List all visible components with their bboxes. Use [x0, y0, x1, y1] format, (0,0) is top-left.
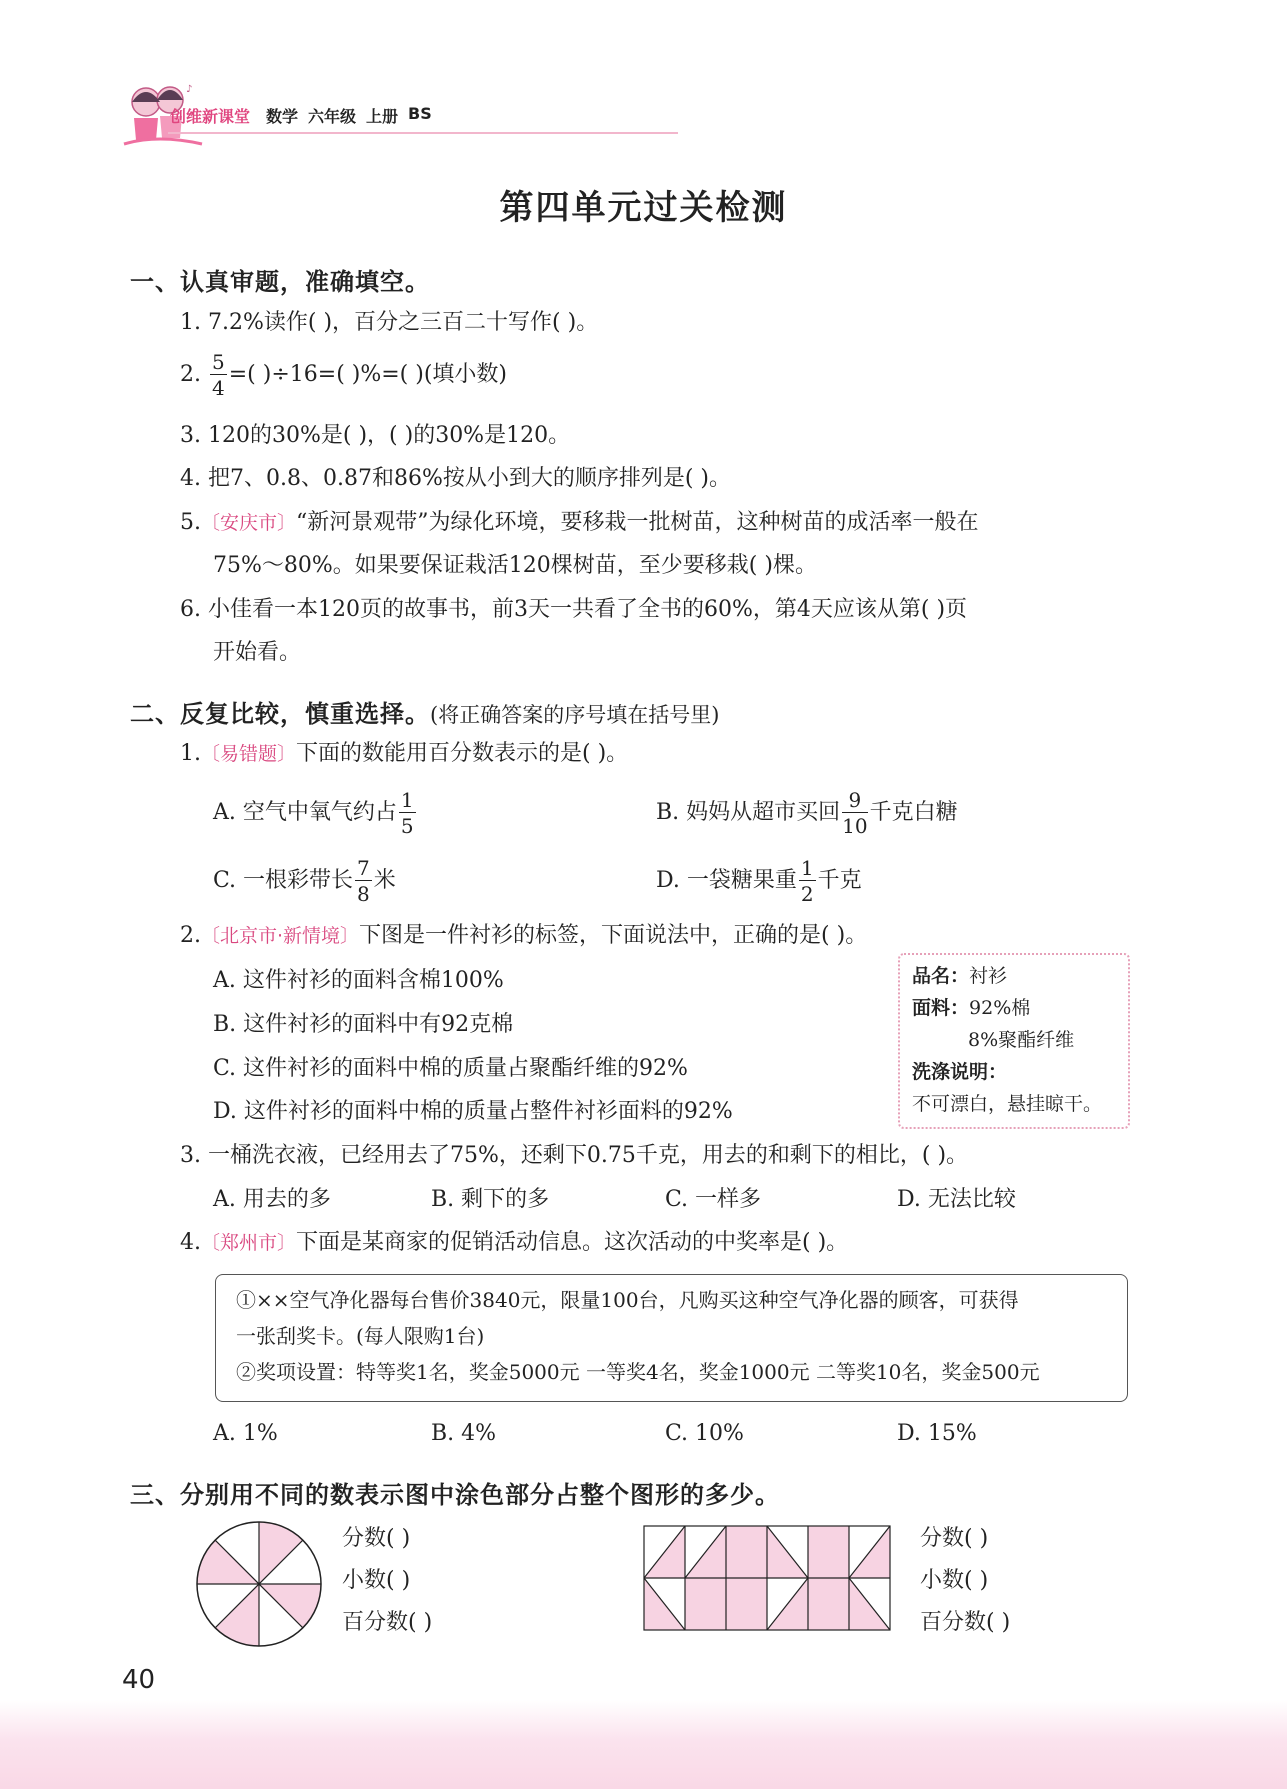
promo-line1: ①××空气净化器每台售价3840元，限量100台，凡购买这种空气净化器的顾客，可获得 — [236, 1288, 1019, 1312]
label-fabric-value2: 8%聚酯纤维 — [968, 1029, 1075, 1051]
s2-q4-stem — [180, 1228, 848, 1258]
s2-q4-option-a: A. 1% — [213, 1421, 278, 1446]
header-underline — [168, 132, 678, 134]
option-fraction — [799, 858, 816, 904]
fraction-denominator: 5 — [400, 814, 414, 838]
grid-fraction-blank: 分数( ) — [920, 1526, 989, 1551]
page-number: 40 — [122, 1665, 156, 1695]
section1-heading: 一、认真审题，准确填空。 — [130, 268, 430, 296]
s1-q5-num: 5. — [180, 510, 201, 535]
s1-q5-line1 — [180, 508, 979, 538]
s2-q2-stem — [180, 921, 867, 951]
s2-q2-text: 下图是一件衬衫的标签，下面说法中，正确的是( )。 — [359, 923, 868, 948]
region-tag: 〔北京市·新情境〕 — [201, 925, 360, 947]
header — [118, 78, 678, 158]
footer-band — [0, 1700, 1287, 1789]
brand-name: 创维新课堂 — [170, 107, 251, 126]
s2-q2-num: 2. — [180, 923, 201, 948]
s2-q2-option-c: C. 这件衬衫的面料中棉的质量占聚酯纤维的92% — [213, 1056, 688, 1081]
region-tag: 〔安庆市〕 — [201, 512, 297, 534]
type-tag: 〔易错题〕 — [201, 743, 297, 765]
s2-q1-option-a — [213, 790, 418, 836]
s2-q1-num: 1. — [180, 741, 201, 766]
s2-q3-option-c: C. 一样多 — [665, 1187, 762, 1212]
label-name-value: 衬衫 — [969, 965, 1008, 987]
label-fabric-key: 面料： — [912, 997, 970, 1019]
shaded-grid-figure — [643, 1525, 893, 1633]
s2-q4-option-c: C. 10% — [665, 1421, 744, 1446]
circle-decimal-blank: 小数( ) — [342, 1568, 411, 1593]
s2-q3-option-a: A. 用去的多 — [213, 1187, 331, 1212]
s1-q2-num: 2. — [180, 362, 201, 387]
section2-heading: 二、反复比较，慎重选择。 — [130, 700, 430, 728]
option-unit: 米 — [373, 868, 396, 893]
s1-q4: 4. 把7、0.8、0.87和86%按从小到大的顺序排列是( )。 — [180, 466, 732, 491]
s1-q2-rest: =( )÷16=( )%=( )(填小数) — [228, 362, 508, 387]
fraction-numerator: 5 — [212, 350, 225, 374]
s1-q1: 1. 7.2%读作( )，百分之三百二十写作( )。 — [180, 310, 599, 335]
option-fraction — [355, 858, 372, 904]
option-fraction — [399, 790, 416, 836]
grid-decimal-blank: 小数( ) — [920, 1568, 989, 1593]
label-wash-key: 洗涤说明： — [912, 1061, 1008, 1083]
fraction-denominator: 4 — [212, 376, 225, 400]
s2-q2-option-a: A. 这件衬衫的面料含棉100% — [213, 968, 504, 993]
label-fabric-value1: 92%棉 — [969, 997, 1031, 1019]
fraction-numerator: 1 — [400, 788, 414, 812]
shaded-circle-figure — [194, 1519, 324, 1649]
s1-q2 — [180, 352, 507, 398]
s1-q2-fraction — [210, 352, 227, 398]
edition-label: BS — [408, 104, 432, 123]
s1-q5-line2: 75%～80%。如果要保证栽活120棵树苗，至少要移栽( )棵。 — [213, 553, 817, 578]
s1-q6-line2: 开始看。 — [213, 640, 302, 665]
grade-label: 六年级 — [308, 107, 357, 126]
fraction-numerator: 7 — [357, 856, 370, 880]
promo-line3: ②奖项设置：特等奖1名，奖金5000元 一等奖4名，奖金1000元 二等奖10名，奖金500元 — [236, 1360, 1040, 1384]
grid-percent-blank: 百分数( ) — [920, 1610, 1011, 1635]
s2-q4-num: 4. — [180, 1230, 201, 1255]
fraction-numerator: 1 — [800, 856, 814, 880]
label-name-key: 品名： — [912, 965, 970, 987]
region-tag: 〔郑州市〕 — [201, 1232, 297, 1254]
page-title: 第四单元过关检测 — [499, 188, 788, 228]
s2-q4-text: 下面是某商家的促销活动信息。这次活动的中奖率是( )。 — [296, 1230, 849, 1255]
s2-q1-stem — [180, 739, 628, 769]
s2-q3-option-d: D. 无法比较 — [897, 1187, 1016, 1212]
fraction-numerator: 9 — [842, 790, 867, 813]
fraction-denominator: 8 — [357, 882, 370, 906]
promo-line2: 一张刮奖卡。(每人限购1台) — [236, 1324, 485, 1348]
s1-q3: 3. 120的30%是( )，( )的30%是120。 — [180, 423, 571, 448]
option-fraction — [842, 790, 867, 836]
option-unit: 千克 — [817, 868, 862, 893]
s2-q1-option-d — [656, 858, 862, 904]
fraction-denominator: 10 — [842, 814, 868, 838]
s2-q2-option-b: B. 这件衬衫的面料中有92克棉 — [213, 1012, 514, 1037]
fraction-denominator: 2 — [800, 882, 814, 906]
label-wash-value: 不可漂白，悬挂晾干。 — [912, 1093, 1103, 1115]
svg-text:♪: ♪ — [186, 84, 193, 95]
circle-percent-blank: 百分数( ) — [342, 1610, 433, 1635]
s2-q1-text: 下面的数能用百分数表示的是( )。 — [296, 741, 629, 766]
promo-box — [215, 1274, 1128, 1402]
option-text: D. 一袋糖果重 — [656, 868, 797, 893]
s2-q3-stem: 3. 一桶洗衣液，已经用去了75%，还剩下0.75千克，用去的和剩下的相比，( )。 — [180, 1143, 969, 1168]
s1-q6-line1: 6. 小佳看一本120页的故事书，前3天一共看了全书的60%，第4天应该从第( )页 — [180, 597, 968, 622]
s2-q4-option-b: B. 4% — [431, 1421, 497, 1446]
option-text: A. 空气中氧气约占 — [213, 800, 397, 825]
s2-q2-option-d: D. 这件衬衫的面料中棉的质量占整件衬衫面料的92% — [213, 1099, 733, 1124]
s1-q5-text: “新河景观带”为绿化环境，要移栽一批树苗，这种树苗的成活率一般在 — [296, 510, 979, 535]
subject-label: 数学 — [266, 107, 299, 126]
s2-q1-option-b — [656, 790, 958, 836]
section3-heading: 三、分别用不同的数表示图中涂色部分占整个图形的多少。 — [130, 1481, 780, 1509]
option-text: C. 一根彩带长 — [213, 868, 354, 893]
s2-q3-option-b: B. 剩下的多 — [431, 1187, 550, 1212]
volume-label: 上册 — [366, 107, 399, 126]
option-unit: 千克白糖 — [869, 800, 958, 825]
section2-heading-row — [130, 694, 719, 729]
option-text: B. 妈妈从超市买回 — [656, 800, 841, 825]
section2-heading-note: (将正确答案的序号填在括号里) — [430, 703, 720, 727]
circle-fraction-blank: 分数( ) — [342, 1526, 411, 1551]
s2-q1-option-c — [213, 858, 396, 904]
shirt-label — [898, 953, 1130, 1129]
s2-q4-option-d: D. 15% — [897, 1421, 977, 1446]
